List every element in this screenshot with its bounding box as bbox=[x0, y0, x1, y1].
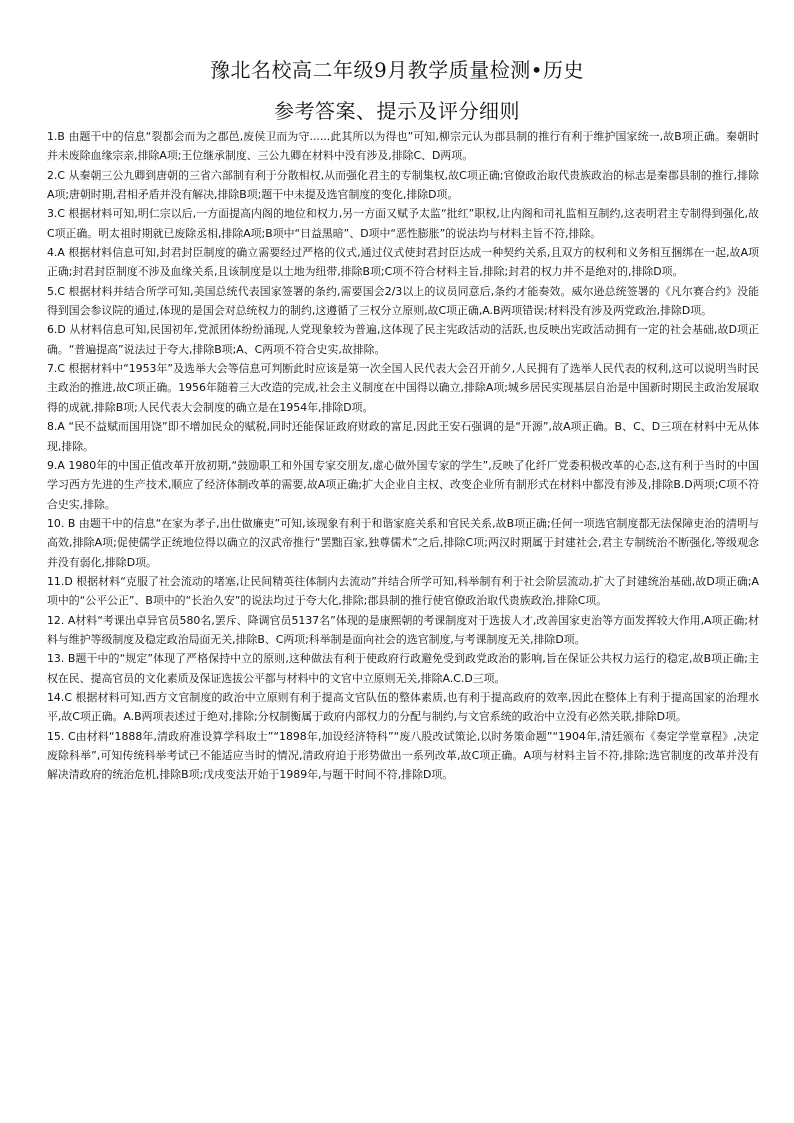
answer-list bbox=[47, 127, 759, 785]
answer-item-2: 2.C 从秦朝三公九卿到唐朝的三省六部制有利于分散相权,从而强化君主的专制集权,故C项正确;官僚政治取代贵族政治的标志是秦郡县制的推行,排除A项;唐朝时期,君相矛盾并没有解决,排除B项;题干中未提及选官制度的变化,排除D项。 bbox=[47, 168, 759, 202]
answer-item-8: 8.A “民不益赋而国用饶”即不增加民众的赋税,同时还能保证政府财政的富足,因此王安石强调的是“开源”,故A项正确。B、C、D三项在材料中无从体现,排除。 bbox=[47, 420, 759, 453]
answer-item-6: 6.D 从材料信息可知,民国初年,党派团体纷纷涌现,人党现象较为普遍,这体现了民主宪政活动的活跃,也反映出宪政活动拥有一定的社会基础,故D项正确。“普遍提高”说法过于夸大,排除B项;A、C两项不符合史实,故排除。 bbox=[47, 323, 759, 356]
answer-item-5: 5.C 根据材料并结合所学可知,美国总统代表国家签署的条约,需要国会2/3以上的议员同意后,条约才能奏效。威尔逊总统签署的《凡尔赛合约》没能得到国会参议院的通过,体现的是国会对总统权力的制约,这遵循了三权分立原则,故C项正确,A.B两项错误;材料没有涉及两党政治,排除D项。 bbox=[47, 284, 759, 318]
answer-item-11: 11.D 根据材料“克服了社会流动的堵塞,让民间精英往体制内去流动”并结合所学可知,科举制有利于社会阶层流动,扩大了封建统治基础,故D项正确;A项中的“公平公正”、B项中的“长治久安”的说法均过于夸大化,排除;郡县制的推行使官僚政治取代贵族政治,排除C项。 bbox=[47, 574, 759, 608]
answer-item-1: 1.B 由题干中的信息“裂都会而为之郡邑,废侯卫而为守......此其所以为得也”可知,柳宗元认为郡县制的推行有利于维护国家统一,故B项正确。秦朝时并未废除血缘宗亲,排除A项;王位继承制度、三公九卿在材料中没有涉及,排除C、D两项。 bbox=[47, 130, 759, 163]
answer-item-10: 10. B 由题干中的信息“在家为孝子,出仕做廉吏”可知,该现象有利于和谐家庭关系和官民关系,故B项正确;任何一项选官制度都无法保障吏治的清明与高效,排除A项;促使儒学正统地位得以确立的汉武帝推行“罢黜百家,独尊儒术”之后,排除C项;两汉时期属于封建社会,君主专制统治不断强化,等级观念并没有弱化,排除D项。 bbox=[47, 516, 759, 569]
answer-item-14: 14.C 根据材料可知,西方文官制度的政治中立原则有利于提高文官队伍的整体素质,也有利于提高政府的效率,因此在整体上有利于提高国家的治理水平,故C项正确。A.B两项表述过于绝对,排除;分权制衡属于政府内部权力的分配与制约,与文官系统的政治中立没有必然关联,排除D项。 bbox=[47, 690, 759, 724]
answer-item-13: 13. B题干中的“规定”体现了严格保持中立的原则,这种做法有利于使政府行政避免受到政党政治的影响,旨在保证公共权力运行的稳定,故B项正确;主权在民、提高官员的文化素质及保证选拔公平都与材料中的文官中立原则无关,排除A.C.D三项。 bbox=[47, 652, 759, 685]
document-subtitle: 参考答案、提示及评分细则 bbox=[274, 99, 520, 123]
answer-item-9: 9.A 1980年的中国正值改革开放初期,“鼓励职工和外国专家交朋友,虚心做外国专家的学生”,反映了化纤厂党委积极改革的心态,这有利于当时的中国学习西方先进的生产技术,顺应了经济体制改革的需要,故A项正确;扩大企业自主权、改变企业所有制形式在材料中都没有涉及,排除B.D两项;C项不符合史实,排除。 bbox=[47, 458, 759, 511]
answer-item-3: 3.C 根据材料可知,明仁宗以后,一方面提高内阁的地位和权力,另一方面又赋予太监“批红”职权,让内阁和司礼监相互制约,这表明君主专制得到强化,故C项正确。明太祖时期就已废除丞相,排除A项;B项中“日益黑暗”、D项中“恶性膨胀”的说法均与材料主旨不符,排除。 bbox=[47, 207, 759, 240]
answer-item-7: 7.C 根据材料中“1953年”及选举大会等信息可判断此时应该是第一次全国人民代表大会召开前夕,人民拥有了选举人民代表的权利,这可以说明当时民主政治的推进,故C项正确。1956年随着三大改造的完成,社会主义制度在中国得以确立,排除A项;城乡居民实现基层自治是中国新时期民主政治发展取得的成就,排除B项;人民代表大会制度的确立是在1954年,排除D项。 bbox=[47, 362, 759, 414]
answer-item-4: 4.A 根据材料信息可知,封君封臣制度的确立需要经过严格的仪式,通过仪式使封君封臣达成一种契约关系,且双方的权利和义务相互捆绑在一起,故A项正确;封君封臣制度不涉及血缘关系,且该制度是以土地为纽带,排除B项;C项不符合材料主旨,排除;封君的权力并不是绝对的,排除D项。 bbox=[47, 246, 759, 279]
document-title: 豫北名校高二年级9月教学质量检测•历史 bbox=[209, 58, 585, 82]
answer-item-15: 15. C由材料“1888年,清政府准设算学科取士”“1898年,加设经济特科”“废八股改试策论,以时务策命题”“1904年,清廷颁布《奏定学堂章程》,决定废除科举”,可知传统科举考试已不能适应当时的情况,清政府迫于形势做出一系列改革,故C项正确。A项与材料主旨不符,排除;选官制度的改革并没有解决清政府的统治危机,排除B项;戊戌变法开始于1989年,与题干时间不符,排除D项。 bbox=[47, 729, 759, 782]
answer-item-12: 12. A材料“考课出卓异官员580名,罢斥、降调官员5137名”体现的是康熙朝的考课制度对于选拔人才,改善国家吏治等方面发挥较大作用,A项正确;材料与维护等级制度及稳定政治局面无关,排除B、C两项;科举制是面向社会的选官制度,与考课制度无关,排除D项。 bbox=[47, 613, 759, 646]
